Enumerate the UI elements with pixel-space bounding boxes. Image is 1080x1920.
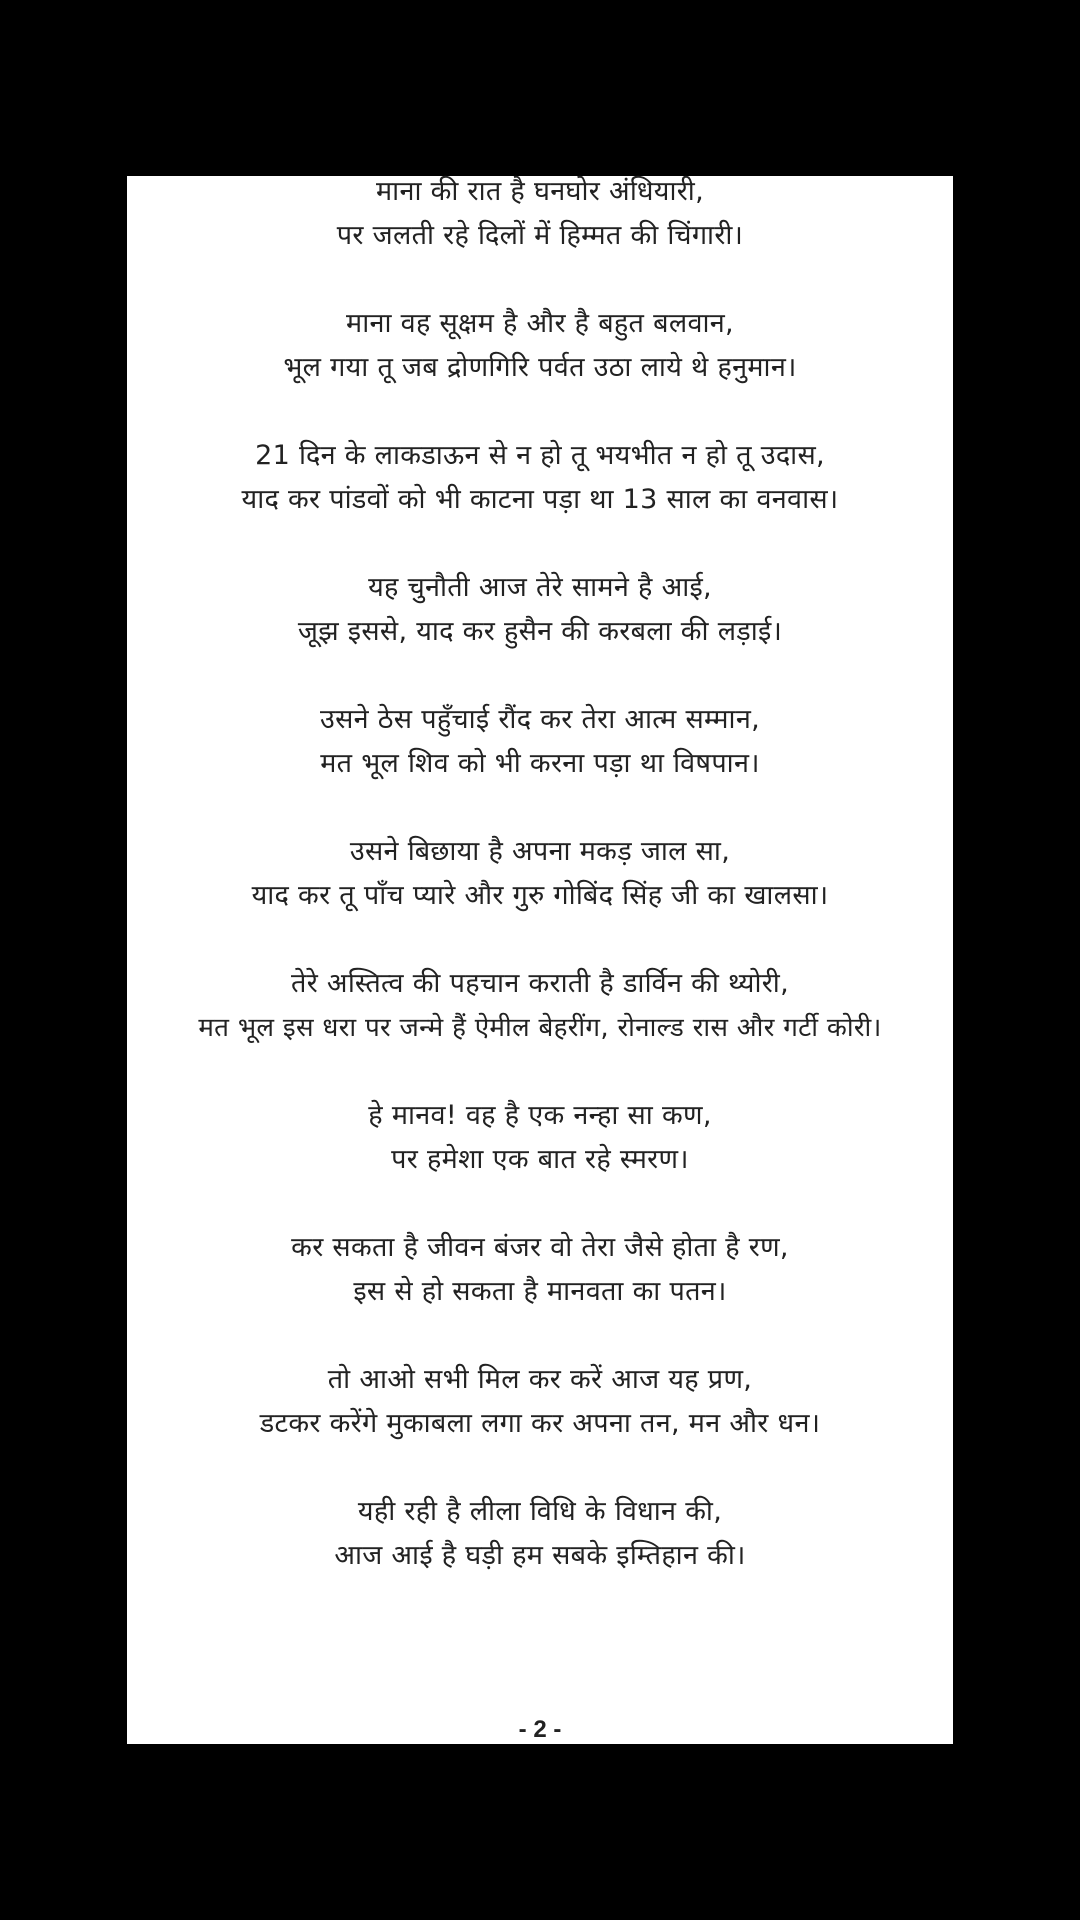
stanza-4 xyxy=(127,566,953,654)
stanza-3 xyxy=(127,434,953,522)
poem-line: पर हमेशा एक बात रहे स्मरण। xyxy=(391,1144,689,1175)
poem-line: आज आई है घड़ी हम सबके इम्तिहान की। xyxy=(334,1540,746,1571)
poem-line: पर जलती रहे दिलों में हिम्मत की चिंगारी। xyxy=(336,220,744,251)
poem-line: मत भूल शिव को भी करना पड़ा था विषपान। xyxy=(320,748,760,779)
stanza-7 xyxy=(127,962,953,1050)
stanza-8 xyxy=(127,1094,953,1182)
stanza-6 xyxy=(127,830,953,918)
poem-line: तो आओ सभी मिल कर करें आज यह प्रण, xyxy=(327,1364,753,1395)
poem-line: उसने बिछाया है अपना मकड़ जाल सा, xyxy=(349,836,731,867)
poem-body xyxy=(127,170,953,1622)
poem-line: हे मानव! वह है एक नन्हा सा कण, xyxy=(368,1100,712,1131)
poem-line: याद कर पांडवों को भी काटना पड़ा था 13 साल का वनवास। xyxy=(241,484,839,515)
poem-line: माना वह सूक्षम है और है बहुत बलवान, xyxy=(346,308,734,339)
stanza-2 xyxy=(127,302,953,390)
poem-line: जूझ इससे, याद कर हुसैन की करबला की लड़ाई। xyxy=(297,616,783,647)
poem-line: उसने ठेस पहुँचाई रौंद कर तेरा आत्म सम्मान, xyxy=(319,704,761,735)
poem-line: याद कर तू पाँच प्यारे और गुरु गोबिंद सिंह जी का खालसा। xyxy=(251,880,829,911)
page-number: - 2 - xyxy=(518,1716,562,1743)
stanza-10 xyxy=(127,1358,953,1446)
poem-line: तेरे अस्तित्व की पहचान कराती है डार्विन की थ्योरी, xyxy=(291,968,789,999)
poem-line: भूल गया तू जब द्रोणगिरि पर्वत उठा लाये थे हनुमान। xyxy=(283,352,797,383)
poem-line: 21 दिन के लाकडाऊन से न हो तू भयभीत न हो तू उदास, xyxy=(255,440,825,471)
poem-line: माना की रात है घनघोर अंधियारी, xyxy=(376,176,704,207)
poem-line: कर सकता है जीवन बंजर वो तेरा जैसे होता है रण, xyxy=(291,1232,789,1263)
document-page xyxy=(127,176,953,1744)
stanza-11 xyxy=(127,1490,953,1578)
poem-line: डटकर करेंगे मुकाबला लगा कर अपना तन, मन और धन। xyxy=(259,1408,821,1439)
stanza-9 xyxy=(127,1226,953,1314)
stanza-1 xyxy=(127,170,953,258)
poem-line: यह चुनौती आज तेरे सामने है आई, xyxy=(368,572,712,603)
poem-line: इस से हो सकता है मानवता का पतन। xyxy=(353,1276,727,1307)
poem-line: यही रही है लीला विधि के विधान की, xyxy=(357,1496,723,1527)
poem-line: मत भूल इस धरा पर जन्मे हैं ऐमील बेहरींग, रोनाल्ड रास और गर्टी कोरी। xyxy=(198,1013,882,1043)
stanza-5 xyxy=(127,698,953,786)
